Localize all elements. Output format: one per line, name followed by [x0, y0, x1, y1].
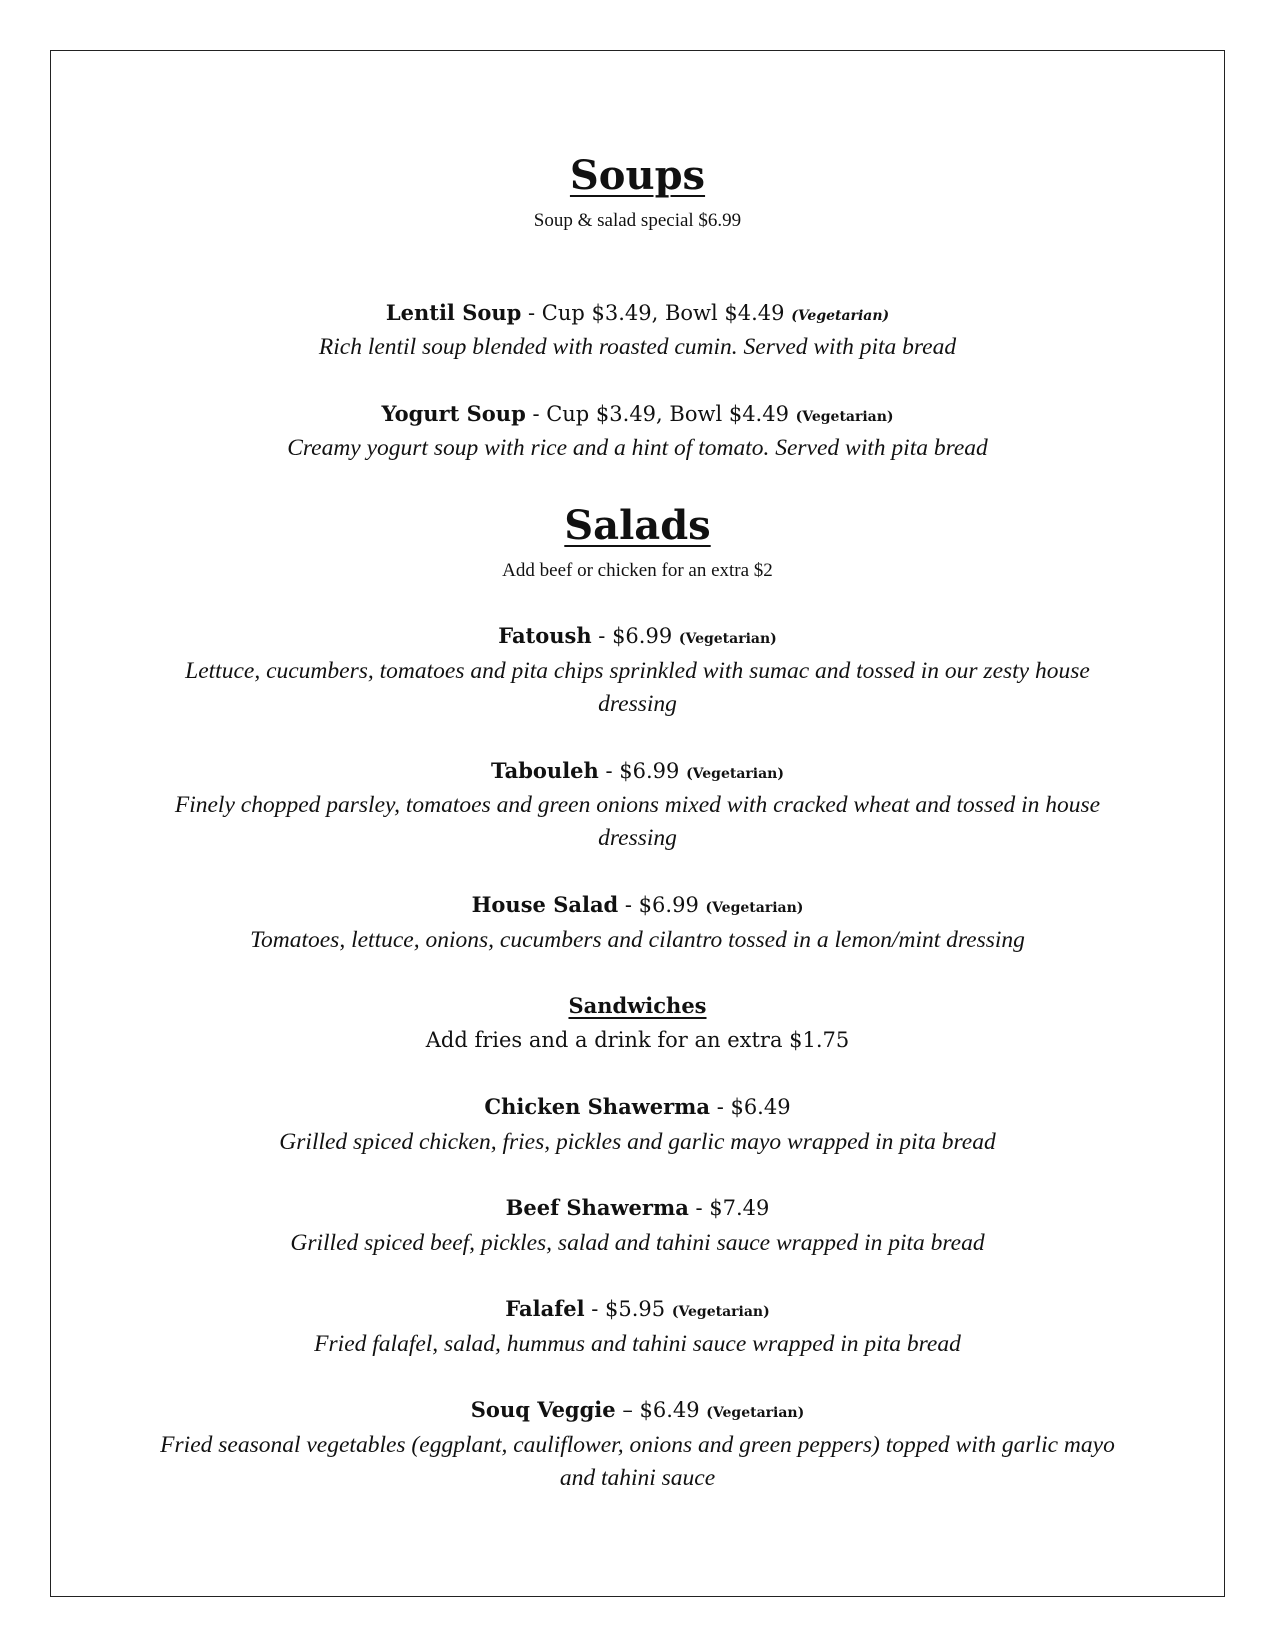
sandwiches-title: Sandwiches [568, 993, 707, 1018]
item-name: Fatoush [498, 623, 592, 648]
item-price: – $6.49 [615, 1398, 707, 1422]
item-description: Creamy yogurt soup with rice and a hint of tomato. Served with pita bread [287, 435, 988, 461]
item-price: - $6.49 [710, 1095, 791, 1119]
menu-item-lentil-soup [60, 298, 1215, 331]
vegetarian-tag: (Vegetarian) [795, 409, 894, 425]
item-price: - $5.95 [584, 1297, 672, 1321]
menu-item-fatoush [60, 621, 1215, 654]
item-name: Falafel [505, 1296, 585, 1321]
item-price: - $6.99 [591, 624, 679, 648]
vegetarian-tag: (Vegetarian) [791, 308, 890, 324]
item-price: - Cup $3.49, Bowl $4.49 [525, 402, 796, 426]
soups-note: Soup & salad special $6.99 [533, 210, 742, 231]
vegetarian-tag: (Vegetarian) [706, 1405, 805, 1421]
menu-item-souq-veggie [60, 1395, 1215, 1428]
item-description: Lettuce, cucumbers, tomatoes and pita chips sprinkled with sumac and tossed in our zesty house dressing [185, 658, 1090, 717]
menu-item-house-salad [60, 890, 1215, 923]
item-name: Tabouleh [491, 758, 599, 783]
item-name: Souq Veggie [470, 1397, 616, 1422]
vegetarian-tag: (Vegetarian) [671, 1304, 770, 1320]
vegetarian-tag: (Vegetarian) [678, 631, 777, 647]
item-description: Fried falafel, salad, hummus and tahini sauce wrapped in pita bread [314, 1331, 961, 1357]
item-description: Grilled spiced chicken, fries, pickles and garlic mayo wrapped in pita bread [279, 1129, 996, 1155]
menu-item-beef-shawerma [60, 1193, 1215, 1223]
item-name: House Salad [471, 892, 619, 917]
salads-note: Add beef or chicken for an extra $2 [502, 560, 773, 581]
menu-item-falafel [60, 1294, 1215, 1327]
item-price: - Cup $3.49, Bowl $4.49 [521, 301, 792, 325]
item-price: - $6.99 [598, 759, 687, 783]
menu-item-chicken-shawerma [60, 1092, 1215, 1122]
vegetarian-tag: (Vegetarian) [705, 900, 804, 916]
salads-title: Salads [564, 502, 711, 549]
item-price: - $7.49 [688, 1196, 770, 1220]
menu-item-tabouleh [60, 756, 1215, 789]
item-description: Rich lentil soup blended with roasted cumin. Served with pita bread [318, 334, 957, 360]
item-description: Grilled spiced beef, pickles, salad and tahini sauce wrapped in pita bread [290, 1230, 985, 1256]
menu-item-yogurt-soup [60, 399, 1215, 432]
item-name: Chicken Shawerma [484, 1094, 711, 1119]
item-description: Finely chopped parsley, tomatoes and green onions mixed with cracked wheat and tossed in house dressing [174, 792, 1101, 851]
item-price: - $6.99 [618, 893, 706, 917]
item-name: Lentil Soup [385, 300, 522, 325]
item-name: Yogurt Soup [381, 401, 526, 426]
sandwiches-note: Add fries and a drink for an extra $1.75 [425, 1028, 850, 1052]
item-description: Tomatoes, lettuce, onions, cucumbers and cilantro tossed in a lemon/mint dressing [250, 927, 1025, 953]
item-name: Beef Shawerma [505, 1195, 689, 1220]
item-description: Fried seasonal vegetables (eggplant, cauliflower, onions and green peppers) topped with garlic mayo and tahini sauce [160, 1432, 1115, 1491]
soups-title: Soups [569, 152, 706, 199]
vegetarian-tag: (Vegetarian) [686, 766, 784, 782]
